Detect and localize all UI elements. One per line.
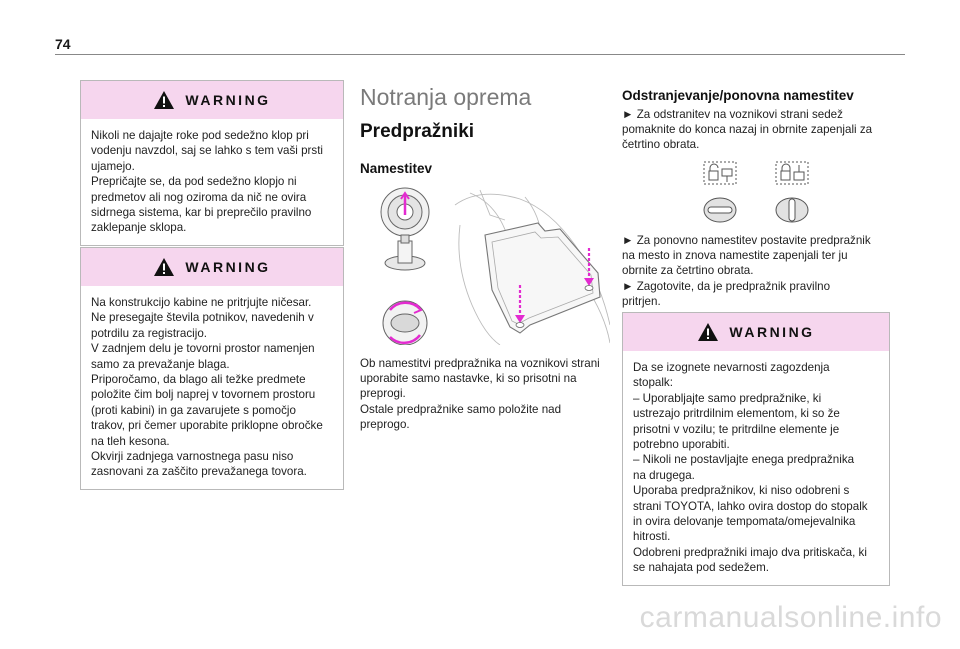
warning-header [81, 81, 343, 119]
fastener-closeup-bottom [383, 301, 427, 345]
text-line: Na konstrukcijo kabine ne pritrjujte ničesar. [91, 296, 312, 309]
text-line: strani TOYOTA, lahko ovira dostop do stopalk [633, 499, 868, 513]
text-line: zaklepanje sklopa. [91, 221, 187, 235]
text-line: potrebno uporabiti. [633, 438, 730, 452]
text-line: prisotni v vozilu; te pritrdilne elemente je [633, 422, 840, 436]
fastener-closeup-top [381, 188, 429, 236]
install-heading: Namestitev [360, 161, 433, 176]
warning-header [81, 248, 343, 286]
text-line: zasnovani za zaščito prevažanega tovora. [91, 465, 307, 479]
text-line: – Uporabljajte samo predpražnike, ki [633, 391, 822, 405]
text-line: pomaknite do konca nazaj in obrnite zapenjali za [622, 123, 873, 137]
locked-lock-icon [776, 162, 808, 184]
text-line: se nahajata pod sedežem. [633, 561, 770, 575]
text-line: na drugega. [633, 468, 695, 482]
removal-heading: Odstranjevanje/ponovna namestitev [622, 88, 854, 103]
text-line: položite čim bolj naprej v tovornem prostoru [91, 388, 316, 402]
text-line: preprogi. [360, 387, 406, 401]
text-line: preprogo. [360, 417, 410, 431]
text-line: ujamejo. [91, 159, 135, 173]
warning-header [623, 313, 889, 351]
floor-mat-illustration [360, 185, 610, 345]
fastener-lock-diagram [700, 160, 820, 226]
removal-text [622, 107, 892, 153]
text-line: in ovira delovanje tempomata/omejevalnika [633, 515, 856, 529]
text-line: Da se izognete nevarnosti zagozdenja [633, 361, 830, 374]
text-line: hitrosti. [633, 530, 671, 544]
text-line: Priporočamo, da blago ali težke predmete [91, 373, 306, 387]
fastener-rotated-left [704, 198, 736, 222]
text-line: na mesto in znova namestite zapenjali ter ju [622, 249, 848, 263]
warning-box-1 [80, 80, 344, 246]
text-line: pritrjen. [622, 294, 661, 308]
unlocked-lock-icon [704, 162, 736, 184]
text-line: vodenju navzdol, saj se lahko s tem vaši prsti [91, 144, 323, 158]
section-title: Notranja oprema [360, 84, 532, 110]
section-subtitle: Predpražniki [360, 121, 475, 142]
text-line: stopalk: [633, 376, 673, 390]
text-line: sidrnega sistema, kar bi preprečilo pravilno [91, 206, 312, 220]
warning-triangle-icon [153, 90, 175, 110]
warning-box-3 [622, 312, 890, 586]
warning-text [81, 286, 343, 489]
text-line: V zadnjem delu je tovorni prostor namenjen [91, 342, 315, 356]
warning-title: WARNING [729, 324, 815, 340]
text-line: potrdilu za registracijo. [91, 326, 207, 340]
text-line: ► Za ponovno namestitev postavite predpražnik [622, 234, 871, 247]
text-line: obrnite za četrtino obrata. [622, 264, 754, 278]
text-line: samo za prevažanje blaga. [91, 357, 230, 371]
fastener-rotated-right [776, 198, 808, 222]
text-line: – Nikoli ne postavljajte enega predpražnika [633, 453, 855, 467]
text-line: ► Zagotovite, da je predpražnik pravilno [622, 279, 831, 293]
text-line: Prepričajte se, da pod sedežno klopjo ni [91, 175, 297, 189]
text-line: na tleh kesona. [91, 434, 170, 448]
header-rule [55, 54, 905, 55]
text-line: Uporaba predpražnikov, ki niso odobreni s [633, 484, 850, 498]
text-line: ► Za odstranitev na voznikovi strani sedež [622, 108, 843, 121]
page-number: 74 [55, 36, 71, 52]
reinstall-text [622, 233, 892, 309]
text-line: trakov, pri čemer uporabite priklopne obročke [91, 419, 323, 433]
text-line: uporabite samo nastavke, ki so prisotni na [360, 372, 577, 386]
warning-text [81, 119, 343, 245]
text-line: Ostale predpražnike samo položite nad [360, 402, 562, 416]
install-text [360, 356, 610, 432]
floor-mat [485, 223, 600, 333]
text-line: Okvirji zadnjega varnostnega pasu niso [91, 450, 294, 464]
text-line: Ne presegajte števila potnikov, navedenih v [91, 311, 314, 325]
warning-triangle-icon [153, 257, 175, 277]
text-line: Ob namestitvi predpražnika na voznikovi strani [360, 357, 600, 370]
warning-title: WARNING [185, 92, 271, 108]
text-line: četrtino obrata. [622, 138, 700, 152]
text-line: (proti kabini) in ga zavarujete s pomočjo [91, 403, 296, 417]
warning-title: WARNING [185, 259, 271, 275]
warning-text [623, 351, 889, 585]
text-line: predmetov ali nog oziroma da nič ne ovira [91, 190, 307, 204]
warning-triangle-icon [697, 322, 719, 342]
text-line: Nikoli ne dajajte roke pod sedežno klop pri [91, 129, 309, 142]
text-line: ustrezajo pritrdilnim elementom, ki so že [633, 407, 840, 421]
fastener-clip [385, 235, 425, 270]
warning-box-2 [80, 247, 344, 490]
text-line: Odobreni predpražniki imajo dva pritiskača, ki [633, 545, 867, 559]
watermark: carmanualsonline.info [639, 601, 942, 634]
